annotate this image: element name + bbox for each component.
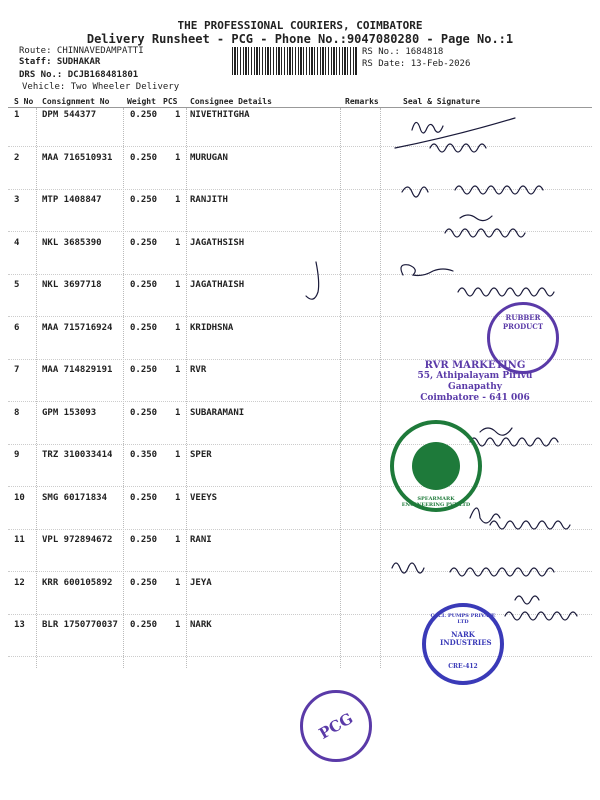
row-consignee: KRIDHSNA	[190, 322, 234, 333]
row-sno: 7	[14, 365, 20, 375]
spearmark-logo-icon	[412, 442, 460, 490]
staff-label: Staff: SUDHAKAR	[19, 57, 101, 67]
signature-row-3	[402, 186, 543, 197]
row-weight: 0.250	[130, 577, 158, 588]
remarks-mark	[306, 262, 319, 299]
row-weight: 0.250	[130, 237, 158, 248]
row-pcs: 1	[175, 365, 181, 375]
pumps-stamp	[422, 603, 504, 685]
col-header-seal: Seal & Signature	[403, 97, 481, 106]
pcg-stamp	[300, 690, 372, 762]
signature-row-12	[392, 563, 554, 576]
rubber-product-stamp-text: RUBBER PRODUCT	[502, 313, 544, 331]
rvr-marketing-stamp	[405, 360, 545, 404]
rvr-stamp-line1: RVR MARKETING	[424, 360, 526, 371]
row-pcs: 1	[175, 450, 181, 460]
cre-text: CRE-412	[448, 663, 478, 670]
row-consignment: DPM 544377	[42, 110, 97, 120]
signature-row-10	[470, 508, 570, 529]
spearmark-stamp	[390, 420, 482, 512]
col-header-weight: Weight	[127, 97, 156, 106]
row-sno: 4	[14, 237, 20, 248]
row-consignment: SMG 60171834	[42, 492, 108, 503]
col-header-sno: S No	[14, 97, 34, 106]
row-sno: 3	[14, 195, 20, 205]
row-consignment: MAA 716510931	[42, 152, 113, 163]
row-weight: 0.250	[130, 365, 158, 375]
row-weight: 0.250	[130, 280, 158, 290]
row-pcs: 1	[175, 237, 181, 248]
row-sno: 9	[14, 450, 20, 460]
row-consignee: SUBARAMANI	[190, 407, 245, 418]
col-header-consignee: Consignee Details	[190, 97, 272, 106]
row-consignee: RANJITH	[190, 195, 228, 205]
col-header-remarks: Remarks	[345, 97, 379, 106]
row-pcs: 1	[175, 577, 181, 588]
row-sno: 6	[14, 322, 20, 333]
row-pcs: 1	[175, 195, 181, 205]
row-pcs: 1	[175, 110, 181, 120]
row-consignee: RANI	[190, 535, 212, 545]
row-consignee: NIVETHITGHA	[190, 110, 250, 120]
row-sno: 13	[14, 620, 25, 630]
col-header-consignment: Consignment No	[42, 97, 110, 106]
row-consignment: TRZ 310033414	[42, 450, 113, 460]
row-weight: 0.250	[130, 492, 158, 503]
rvr-stamp-line4: Coimbatore - 641 006	[420, 393, 530, 403]
row-consignee: SPER	[190, 450, 212, 460]
row-sno: 8	[14, 407, 20, 418]
signature-row-1	[395, 118, 515, 148]
row-pcs: 1	[175, 152, 181, 163]
row-pcs: 1	[175, 280, 181, 290]
row-weight: 0.350	[130, 450, 158, 460]
signature-row-5	[401, 265, 554, 296]
signature-row-4	[445, 215, 525, 237]
row-consignment: BLR 1750770037	[42, 620, 118, 630]
row-consignee: MURUGAN	[190, 152, 228, 163]
row-consignment: MAA 714829191	[42, 365, 113, 375]
row-weight: 0.250	[130, 620, 158, 630]
row-consignment: VPL 972894672	[42, 535, 113, 545]
row-consignment: KRR 600105892	[42, 577, 113, 588]
row-pcs: 1	[175, 620, 181, 630]
row-consignee: JAGATHAISH	[190, 280, 245, 290]
row-weight: 0.250	[130, 195, 158, 205]
pumps-stamp-text: C.R.I. PUMPS PRIVATE LTD	[430, 613, 496, 625]
row-consignment: GPM 153093	[42, 407, 97, 418]
row-pcs: 1	[175, 322, 181, 333]
row-sno: 10	[14, 492, 25, 503]
vehicle-label: Vehicle: Two Wheeler Delivery	[22, 82, 180, 92]
rs-date: RS Date: 13-Feb-2026	[362, 59, 471, 69]
row-weight: 0.250	[130, 152, 158, 163]
row-sno: 11	[14, 535, 25, 545]
row-consignee: JAGATHSISH	[190, 237, 245, 248]
signature-row-1-number	[430, 144, 486, 152]
signature-row-13	[505, 596, 577, 620]
row-weight: 0.250	[130, 535, 158, 545]
row-pcs: 1	[175, 492, 181, 503]
row-weight: 0.250	[130, 322, 158, 333]
row-pcs: 1	[175, 535, 181, 545]
pcg-stamp-text: PCG	[315, 709, 357, 743]
col-header-pcs: PCS	[163, 97, 178, 106]
nark-industries-text: NARK INDUSTRIES	[440, 630, 492, 647]
runsheet-subtitle: Delivery Runsheet - PCG - Phone No.:9047080280 - Page No.:1	[86, 32, 514, 46]
row-pcs: 1	[175, 407, 181, 418]
row-sno: 5	[14, 280, 20, 290]
row-consignment: MTP 1408847	[42, 195, 102, 205]
row-weight: 0.250	[130, 407, 158, 418]
spearmark-stamp-text: SPEARMARK ENGINEERING PVT LTD	[401, 496, 471, 508]
row-weight: 0.250	[130, 110, 158, 120]
row-sno: 2	[14, 152, 20, 163]
signature-row-8	[470, 428, 558, 446]
drs-number: DRS No.: DCJB168481801	[19, 70, 139, 80]
row-consignment: MAA 715716924	[42, 322, 113, 333]
runsheet-company-title: THE PROFESSIONAL COURIERS, COIMBATORE	[177, 19, 423, 32]
row-consignee: NARK	[190, 620, 212, 630]
rs-number: RS No.: 1684818	[362, 47, 444, 57]
row-sno: 1	[14, 110, 20, 120]
rvr-stamp-line2: 55, Athipalayam Pirivu	[417, 371, 533, 381]
row-consignee: JEYA	[190, 577, 212, 588]
row-consignment: NKL 3697718	[42, 280, 102, 290]
row-consignee: VEEYS	[190, 492, 218, 503]
rvr-stamp-line3: Ganapathy	[448, 382, 502, 392]
row-consignee: RVR	[190, 365, 207, 375]
row-consignment: NKL 3685390	[42, 237, 102, 248]
route-label: Route: CHINNAVEDAMPATTI	[19, 46, 144, 56]
row-sno: 12	[14, 577, 25, 588]
